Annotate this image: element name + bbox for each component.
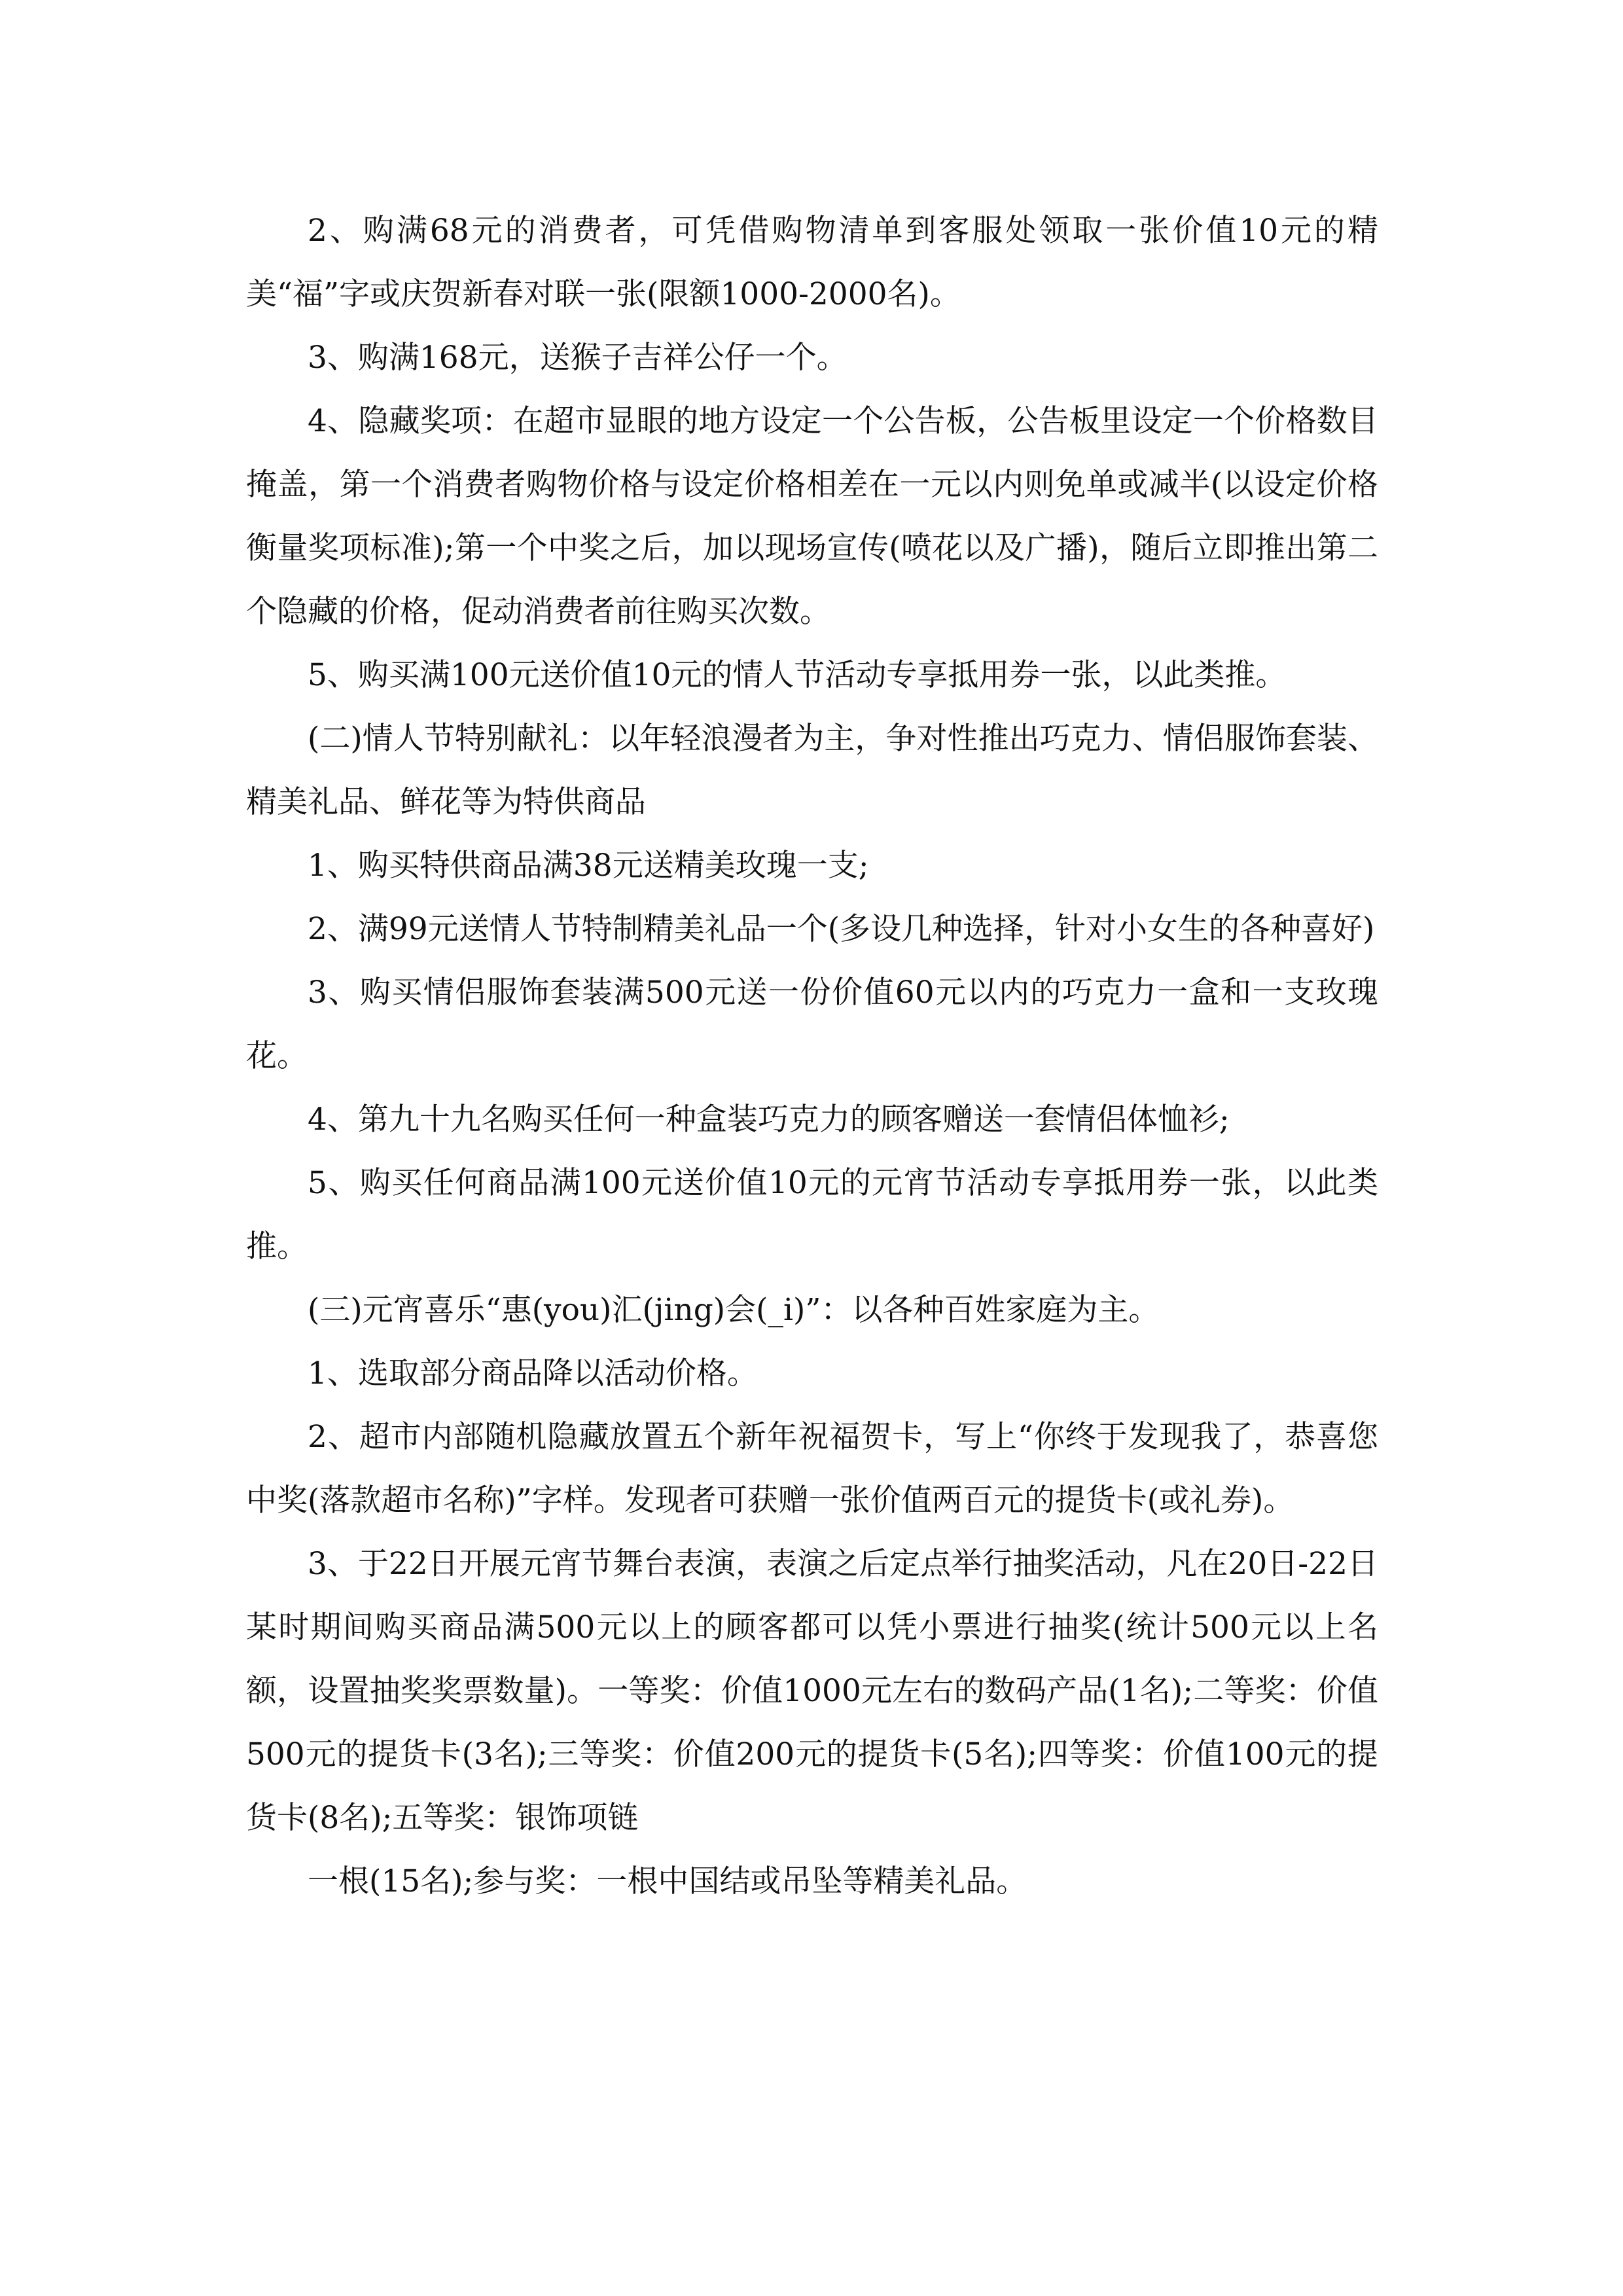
paragraph-gift-99: 2、满99元送情人节特制精美礼品一个(多设几种选择，针对小女生的各种喜好) [308, 911, 1375, 947]
section-heading-valentine: (二)情人节特别献礼：以年轻浪漫者为主，争对性推出巧克力、情侣服饰套装、精美礼品、鲜花等为特供商品 [246, 721, 1378, 820]
paragraph-lottery-continued: 一根(15名);参与奖：一根中国结或吊坠等精美礼品。 [308, 1863, 1027, 1899]
paragraph-purchase-68: 2、购满68元的消费者，可凭借购物清单到客服处领取一张价值10元的精美“福”字或庆贺新春对联一张(限额1000-2000名)。 [246, 213, 1378, 312]
section-heading-lantern: (三)元宵喜乐“惠(you)汇(jing)会(_i)”：以各种百姓家庭为主。 [308, 1292, 1160, 1328]
paragraph-discount-items: 1、选取部分商品降以活动价格。 [308, 1355, 758, 1391]
paragraph-purchase-168: 3、购满168元，送猴子吉祥公仔一个。 [308, 340, 847, 376]
paragraph-rose-gift: 1、购买特供商品满38元送精美玫瑰一支; [308, 848, 869, 884]
paragraph-hidden-cards: 2、超市内部随机隐藏放置五个新年祝福贺卡，写上“你终于发现我了，恭喜您中奖(落款超市名称)”字样。发现者可获赠一张价值两百元的提货卡(或礼券)。 [246, 1419, 1378, 1518]
paragraph-lantern-coupon: 5、购买任何商品满100元送价值10元的元宵节活动专享抵用券一张，以此类推。 [246, 1165, 1378, 1265]
paragraph-couple-apparel: 3、购买情侣服饰套装满500元送一份价值60元以内的巧克力一盒和一支玫瑰花。 [246, 975, 1378, 1074]
paragraph-lottery: 3、于22日开展元宵节舞台表演，表演之后定点举行抽奖活动，凡在20日-22日某时期间购买商品满500元以上的顾客都可以凭小票进行抽奖(统计500元以上名额，设置抽奖奖票数量)。一等奖：价值1000元左右的数码产品(1名);二等奖：价值500元的提货卡(3名);三等奖：价值200元的提货卡(5名);四等奖：价值100元的提货卡(8名);五等奖：银饰项链 [246, 1546, 1378, 1836]
paragraph-hidden-prize: 4、隐藏奖项：在超市显眼的地方设定一个公告板，公告板里设定一个价格数目掩盖，第一个消费者购物价格与设定价格相差在一元以内则免单或减半(以设定价格衡量奖项标准);第一个中奖之后，加以现场宣传(喷花以及广播)，随后立即推出第二个隐藏的价格，促动消费者前往购买次数。 [246, 403, 1378, 630]
document-body [246, 199, 1378, 1913]
paragraph-99th-customer: 4、第九十九名购买任何一种盒装巧克力的顾客赠送一套情侣体恤衫; [308, 1102, 1230, 1138]
paragraph-valentine-coupon: 5、购买满100元送价值10元的情人节活动专享抵用券一张，以此类推。 [308, 657, 1287, 693]
